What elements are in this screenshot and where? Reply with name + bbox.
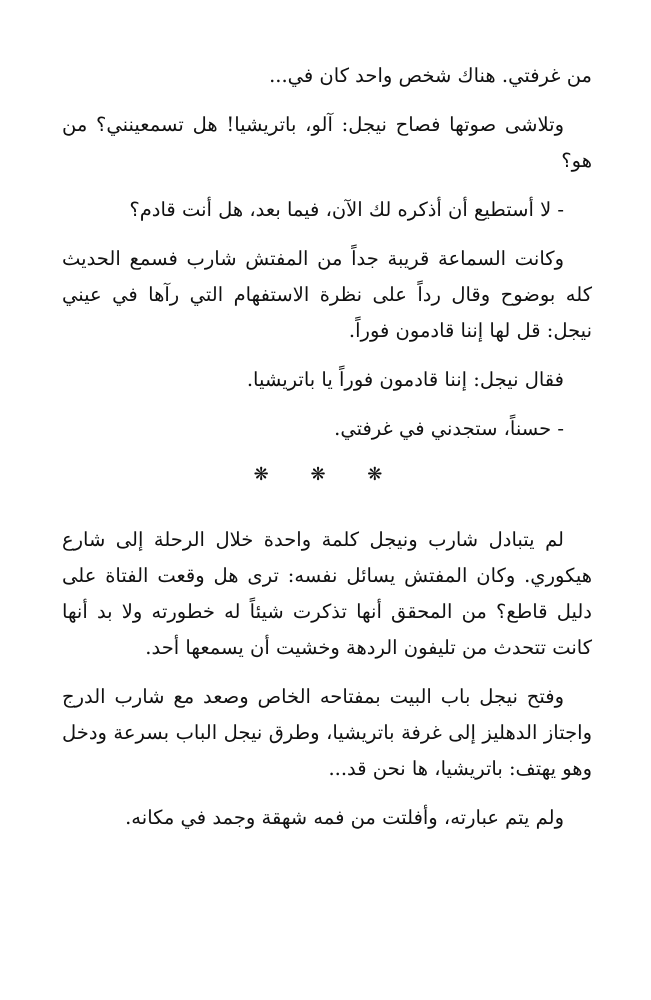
paragraph: وفتح نيجل باب البيت بمفتاحه الخاص وصعد مع شارب الدرج واجتاز الدهليز إلى غرفة باتريشيا، وطرق نيجل الباب بسرعة ودخل وهو يهتف: باتريشيا، ها نحن قد...	[62, 685, 592, 780]
book-page	[62, 58, 592, 849]
paragraph: وتلاشى صوتها فصاح نيجل: آلو، باتريشيا! هل تسمعينني؟ من هو؟	[62, 113, 592, 172]
paragraph: وكانت السماعة قريبة جداً من المفتش شارب فسمع الحديث كله بوضوح وقال رداً على نظرة الاستفهام التي رآها في عيني نيجل: قل لها إننا قادمون فوراً.	[62, 247, 592, 342]
paragraph: من غرفتي. هناك شخص واحد كان في...	[269, 64, 592, 87]
paragraph: - لا أستطيع أن أذكره لك الآن، فيما بعد، هل أنت قادم؟	[129, 198, 564, 221]
paragraph: ولم يتم عبارته، وأفلتت من فمه شهقة وجمد في مكانه.	[125, 806, 564, 829]
paragraph: فقال نيجل: إننا قادمون فوراً يا باتريشيا.	[246, 368, 564, 391]
paragraph: - حسناً، ستجدني في غرفتي.	[334, 417, 564, 440]
paragraph: لم يتبادل شارب ونيجل كلمة واحدة خلال الرحلة إلى شارع هيكوري. وكان المفتش يسائل نفسه: ترى هل وقعت الفتاة على دليل قاطع؟ من المحقق أنها تذكرت شيئاً له خطورته ولا بد أنها كانت تتحدث من تليفون الردهة وخشيت أن يسمعها أحد.	[62, 528, 592, 659]
section-separator: ❋ ❋ ❋	[253, 464, 401, 485]
